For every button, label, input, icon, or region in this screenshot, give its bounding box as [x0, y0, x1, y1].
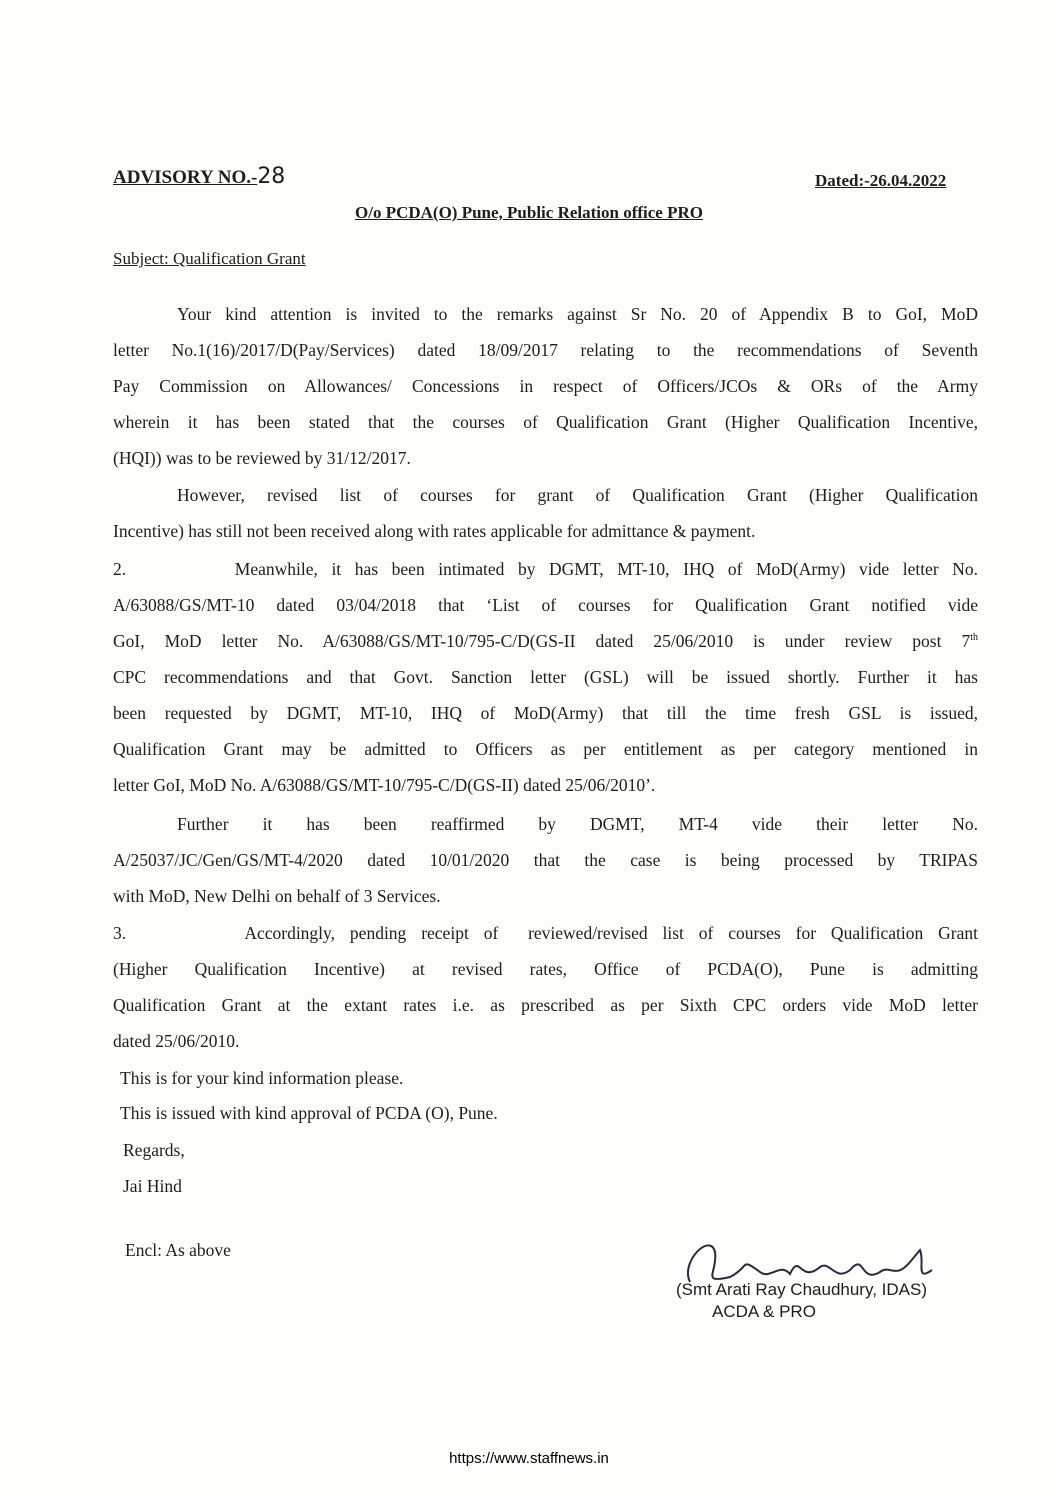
signatory-name: (Smt Arati Ray Chaudhury, IDAS) [676, 1280, 927, 1299]
closing-info: This is for your kind information please. [120, 1068, 404, 1088]
para-line: (Higher Qualification Incentive) at revised rates, Office of PCDA(O), Pune is admitting [113, 959, 978, 979]
closing-approval: This is issued with kind approval of PCDA (O), Pune. [120, 1103, 498, 1123]
para-line: 3. Accordingly, pending receipt of reviewed/revised list of courses for Qualification Grant [113, 923, 978, 943]
advisory-number [113, 164, 285, 189]
closing-jai-hind: Jai Hind [123, 1176, 182, 1196]
paragraph-section-2 [113, 551, 978, 803]
para-line: Pay Commission on Allowances/ Concessions in respect of Officers/JCOs & ORs of the Army [113, 376, 978, 396]
signatory-title: ACDA & PRO [712, 1302, 816, 1321]
para-line: been requested by DGMT, MT-10, IHQ of MoD(Army) that till the time fresh GSL is issued, [113, 703, 978, 723]
para-line [113, 623, 978, 659]
para-line: A/63088/GS/MT-10 dated 03/04/2018 that ‘List of courses for Qualification Grant notified vide [113, 595, 978, 615]
para-line: Qualification Grant may be admitted to Officers as per entitlement as per category mentioned in [113, 739, 978, 759]
office-heading-text: O/o PCDA(O) Pune, Public Relation office PRO [355, 203, 703, 222]
para-line: CPC recommendations and that Govt. Sanction letter (GSL) will be issued shortly. Further it has [113, 667, 978, 687]
advisory-number-handwritten: 28 [257, 164, 286, 189]
para-line: A/25037/JC/Gen/GS/MT-4/2020 dated 10/01/2020 that the case is being processed by TRIPAS [113, 850, 978, 870]
closing-regards: Regards, [123, 1140, 185, 1160]
para-line: letter GoI, MoD No. A/63088/GS/MT-10/795-C/D(GS-II) dated 25/06/2010’. [113, 775, 656, 795]
para-line: 2. Meanwhile, it has been intimated by DGMT, MT-10, IHQ of MoD(Army) vide letter No. [113, 559, 978, 579]
para-line: letter No.1(16)/2017/D(Pay/Services) dated 18/09/2017 relating to the recommendations of Seventh [113, 340, 978, 360]
paragraph-2 [113, 477, 978, 549]
superscript-th: th [970, 632, 978, 644]
para-line: (HQI)) was to be reviewed by 31/12/2017. [113, 448, 411, 468]
para-line: dated 25/06/2010. [113, 1031, 240, 1051]
paragraph-section-3 [113, 915, 978, 1059]
para-line: wherein it has been stated that the courses of Qualification Grant (Higher Qualification Incentive, [113, 412, 978, 432]
subject-line: Subject: Qualification Grant [113, 249, 306, 268]
date: Dated:-26.04.2022 [815, 171, 947, 190]
para-line: Incentive) has still not been received along with rates applicable for admittance & payment. [113, 521, 756, 541]
advisory-label: ADVISORY NO.- [113, 167, 258, 188]
office-heading [0, 203, 1058, 223]
para-line: Your kind attention is invited to the remarks against Sr No. 20 of Appendix B to GoI, MoD [177, 304, 978, 324]
para-line-text: GoI, MoD letter No. A/63088/GS/MT-10/795-C/D(GS-II dated 25/06/2010 is under review post 7 [113, 631, 971, 651]
para-line: However, revised list of courses for grant of Qualification Grant (Higher Qualification [177, 485, 978, 505]
footer-url[interactable]: https://www.staffnews.in [449, 1450, 609, 1467]
para-line: Qualification Grant at the extant rates i.e. as prescribed as per Sixth CPC orders vide MoD letter [113, 995, 978, 1015]
enclosure: Encl: As above [125, 1240, 231, 1260]
para-line: Further it has been reaffirmed by DGMT, MT-4 vide their letter No. [177, 814, 978, 834]
para-line: with MoD, New Delhi on behalf of 3 Services. [113, 886, 441, 906]
paragraph-1 [113, 296, 978, 476]
paragraph-further [113, 806, 978, 914]
